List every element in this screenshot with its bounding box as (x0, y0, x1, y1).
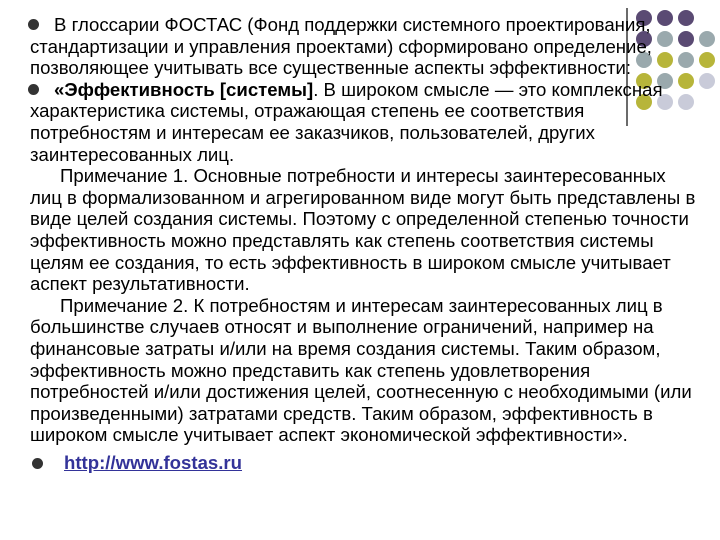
note-1: Примечание 1. Основные потребности и интересы заинтересованных лиц в формализованном и агрегированном виде могут быть представлены в виде целей создания системы. Поэтому с определенной степенью точности эффективность можно представлять как степень соответствия системы целям ее создания, то есть эффективность в широком смысле учитывает аспект результативности. (30, 165, 696, 295)
decorative-dot (699, 52, 715, 68)
slide-body (30, 14, 700, 473)
decorative-dot (699, 73, 715, 89)
bullet-icon (32, 458, 43, 469)
definition-term: «Эффективность [системы] (54, 78, 314, 100)
decorative-dot (699, 31, 715, 47)
bullet-icon (28, 84, 39, 95)
glossary-text: В глоссарии ФОСТАС (Фонд поддержки системного проектирования, стандартизации и управления проектами) сформировано определение, позволяющее учитывать все существенные аспекты эффективности: (30, 14, 652, 79)
bullet-paragraph-glossary (30, 14, 700, 79)
bullet-paragraph-definition (30, 79, 700, 165)
note-2: Примечание 2. К потребностям и интересам заинтересованных лиц в большинстве случаев относят и выполнение ограничений, например на финансовые затраты и/или на время создания системы. Таким образом, эффективность можно представить как степень удовлетворения потребностей и/или достижения целей, соотнесенную с необходимыми (или произведенными) затратами средств. Таким образом, эффективность в широком смысле учитывает аспект экономической эффективности». (30, 294, 692, 446)
definition-text: . В широком смысле — это комплексная характеристика системы, отражающая степень ее соответствия потребностям и интересам ее заказчиков, пользователей, других заинтересованных лиц. (30, 78, 663, 165)
bullet-icon (28, 19, 39, 30)
link-row (30, 452, 700, 474)
fostas-link[interactable]: http://www.fostas.ru (64, 451, 243, 473)
